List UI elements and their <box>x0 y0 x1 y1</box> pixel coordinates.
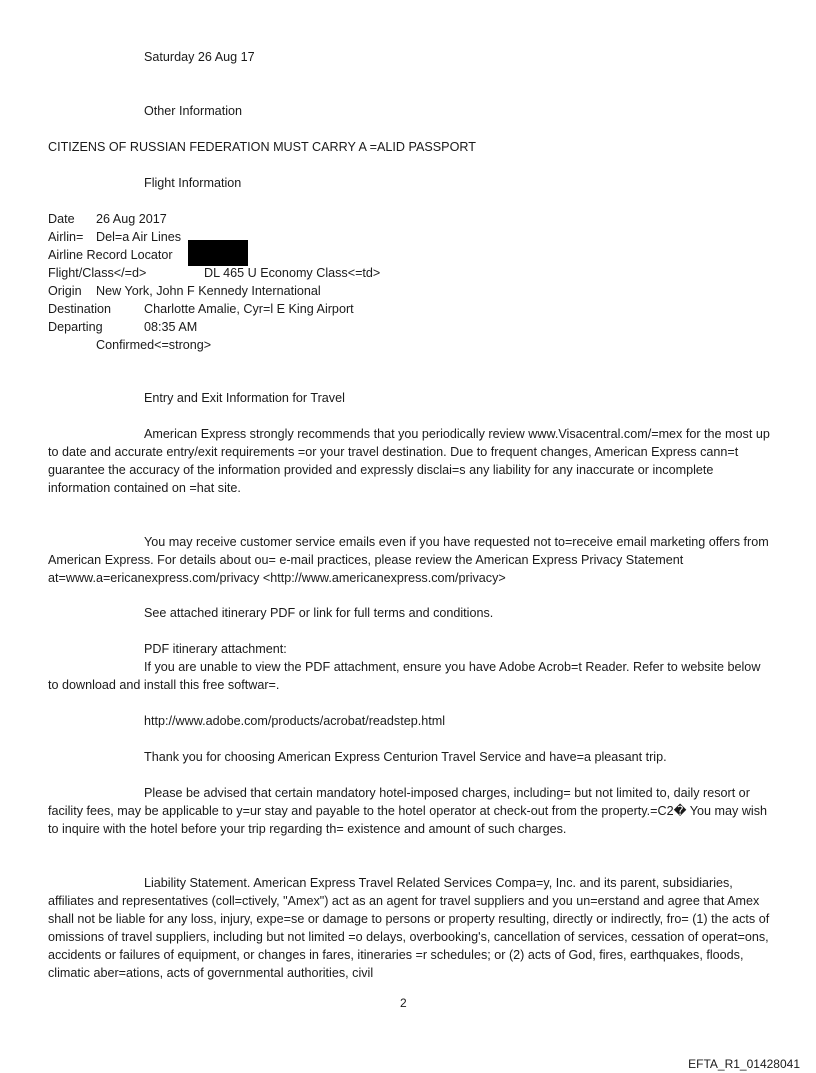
confirmed-status: Confirmed<=strong> <box>96 338 212 352</box>
redaction-box <box>188 240 248 266</box>
attached-line: See attached itinerary PDF or link for full terms and conditions. <box>144 606 494 620</box>
flight-class-row <box>48 264 776 282</box>
flight-class-label: Flight/Class</=d> <box>48 266 147 280</box>
departing-label: Departing <box>48 320 103 334</box>
flight-info-title: Flight Information <box>144 176 242 190</box>
passport-notice: CITIZENS OF RUSSIAN FEDERATION MUST CARRY A =ALID PASSPORT <box>48 140 476 154</box>
destination-row <box>48 300 776 318</box>
thanks-line: Thank you for choosing American Express Centurion Travel Service and have=a pleasant trip. <box>144 750 667 764</box>
origin-row <box>48 282 776 300</box>
entry-exit-paragraph: American Express strongly recommends that you periodically review www.Visacentral.com/=mex for the most up to date and accurate entry/exit requirements =or your travel destination. Due to frequent changes, American Express cann=t guarantee the accuracy of the information provided and expressly disclai=s any liability for any inaccurate or incomplete information contained on =hat site. <box>48 427 770 495</box>
flight-date-label: Date <box>48 212 75 226</box>
pdf-paragraph: If you are unable to view the PDF attachment, ensure you have Adobe Acrob=t Reader. Refer to website below to download and install this free softwar=. <box>48 660 761 692</box>
flight-class-value: DL 465 U Economy Class<=td> <box>204 266 381 280</box>
page-number: 2 <box>400 996 407 1010</box>
other-info-title: Other Information <box>144 104 242 118</box>
origin-value: New York, John F Kennedy International <box>96 284 321 298</box>
record-locator-row <box>48 246 776 264</box>
airline-row <box>48 228 776 246</box>
departing-row <box>48 318 776 336</box>
liability-paragraph: Liability Statement. American Express Travel Related Services Compa=y, Inc. and its parent, subsidiaries, affiliates and representatives (coll=ctively, "Amex") act as an agent for travel suppliers and you un=erstand and agree that Amex shall not be liable for any loss, injury, expe=se or damage to persons or property resulting, directly or indirectly, fro= (1) the acts of omissions of travel suppliers, including but not limited =o delays, overbooking's, cancellation of services, cessation of operat=ons, accidents or failures of equipment, or changes in fares, itineraries =r schedules; or (2) acts of God, fires, earthquakes, floods, climatic aber=ations, acts of governmental authorities, civil <box>48 876 770 980</box>
date-line: Saturday 26 Aug 17 <box>144 50 255 64</box>
airline-label: Airlin= <box>48 230 84 244</box>
pdf-attachment-title: PDF itinerary attachment: <box>144 642 287 656</box>
adobe-url: http://www.adobe.com/products/acrobat/readstep.html <box>144 714 446 728</box>
entry-exit-title: Entry and Exit Information for Travel <box>144 391 345 405</box>
airline-value: Del=a Air Lines <box>96 230 182 244</box>
emails-paragraph: You may receive customer service emails even if you have requested not to=receive email marketing offers from American Express. For details about ou= e-mail practices, please review the American Express Privacy Statement at=www.a=ericanexpress.com/privacy <http://www.americanexpress.com/privacy> <box>48 535 769 585</box>
destination-label: Destination <box>48 302 112 316</box>
flight-date-value: 26 Aug 2017 <box>96 212 167 226</box>
document-id-footer: EFTA_R1_01428041 <box>688 1057 800 1071</box>
hotel-charges-paragraph: Please be advised that certain mandatory hotel-imposed charges, including= but not limited to, daily resort or facility fees, may be applicable to y=ur stay and payable to the hotel operator at check-out from the property.=C2� You may wish to inquire with the hotel before your trip regarding th= existence and amount of such charges. <box>48 786 768 836</box>
departing-value: 08:35 AM <box>144 320 198 334</box>
record-locator-label: Airline Record Locator <box>48 248 173 262</box>
flight-date-row <box>48 210 776 228</box>
origin-label: Origin <box>48 284 82 298</box>
destination-value: Charlotte Amalie, Cyr=l E King Airport <box>144 302 354 316</box>
